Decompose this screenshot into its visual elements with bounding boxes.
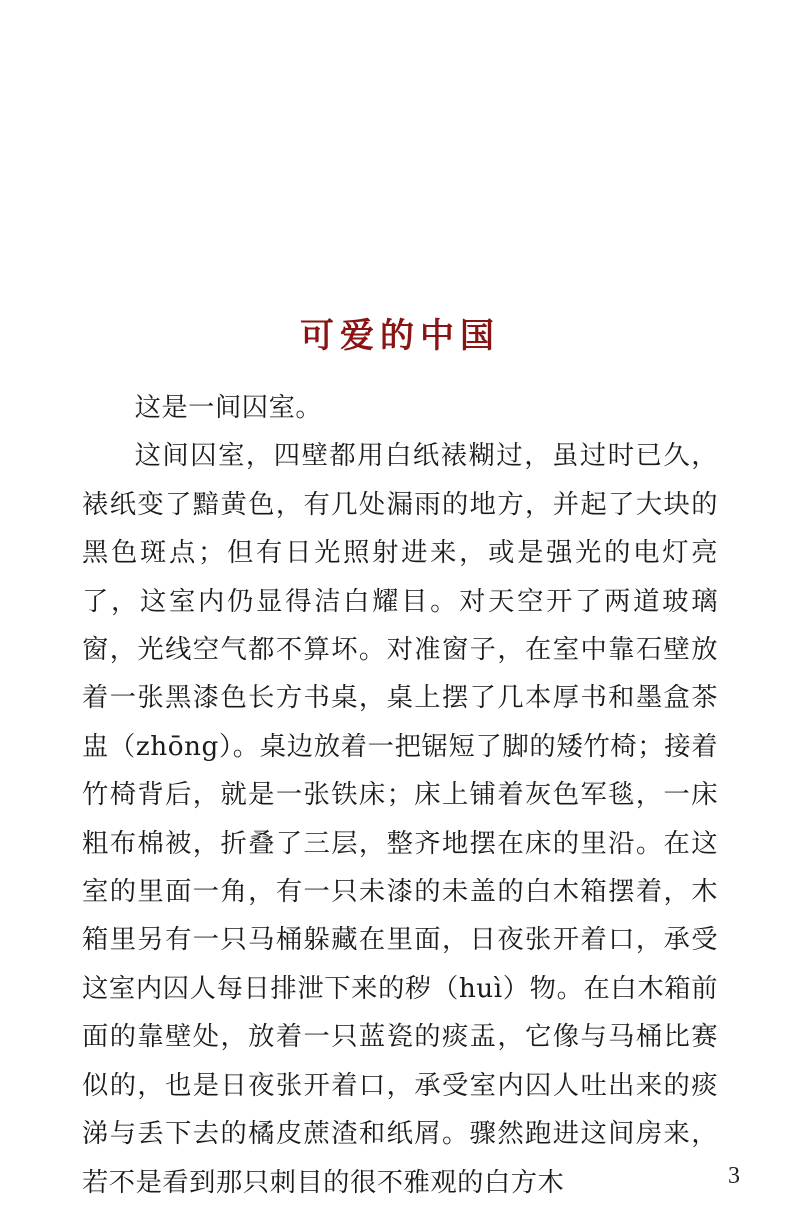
body-text — [82, 384, 718, 1207]
paragraph: 这间囚室，四壁都用白纸裱糊过，虽过时已久，裱纸变了黯黄色，有几处漏雨的地方，并起了大块的黑色斑点；但有日光照射进来，或是强光的电灯亮了，这室内仍显得洁白耀目。对天空开了两道玻璃窗，光线空气都不算坏。对准窗子，在室中靠石壁放着一张黑漆色长方书桌，桌上摆了几本厚书和墨盒茶盅（zhōng）。桌边放着一把锯短了脚的矮竹椅；接着竹椅背后，就是一张铁床；床上铺着灰色军毯，一床粗布棉被，折叠了三层，整齐地摆在床的里沿。在这室的里面一角，有一只未漆的未盖的白木箱摆着，木箱里另有一只马桶躲藏在里面，日夜张开着口，承受这室内囚人每日排泄下来的秽（huì）物。在白木箱前面的靠壁处，放着一只蓝瓷的痰盂，它像与马桶比赛似的，也是日夜张开着口，承受室内囚人吐出来的痰涕与丢下去的橘皮蔗渣和纸屑。骤然跑进这间房来，若不是看到那只刺目的很不雅观的白方木 — [82, 441, 718, 1198]
page-number: 3 — [728, 1163, 740, 1189]
chapter-title: 可爱的中国 — [300, 315, 500, 356]
paragraph: 这是一间囚室。 — [134, 393, 323, 423]
